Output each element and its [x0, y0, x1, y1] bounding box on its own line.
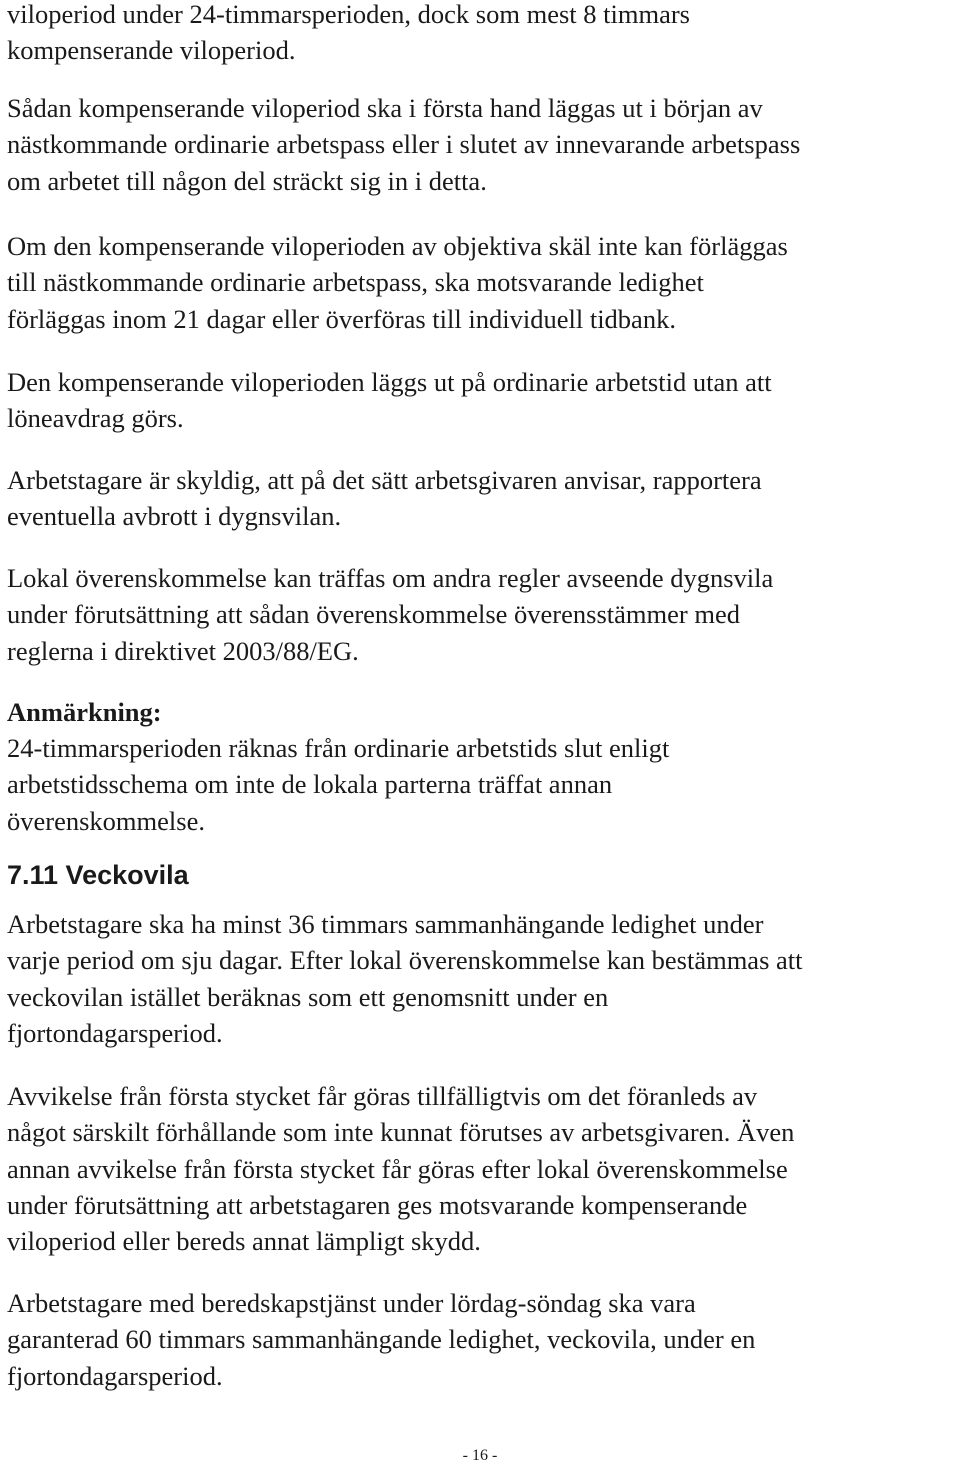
- paragraph-veckovila-minimum: Arbetstagare ska ha minst 36 timmars sammanhängande ledighet under varje period om sju dagar. Efter lokal överenskommelse kan bestämmas att veckovilan istället beräknas som ett genomsnitt under en fjortondagarsperiod.: [7, 909, 803, 1048]
- section-heading-veckovila: 7.11 Veckovila: [7, 860, 189, 890]
- paragraph-loneavdrag: Den kompenserande viloperioden läggs ut på ordinarie arbetstid utan att löneavdrag görs.: [7, 367, 772, 434]
- paragraph-rapportera-avbrott: Arbetstagare är skyldig, att på det sätt arbetsgivaren anvisar, rapportera eventuella avbrott i dygnsvilan.: [7, 465, 762, 532]
- paragraph-avvikelse: Avvikelse från första stycket får göras tillfälligtvis om det föranleds av något särskilt förhållande som inte kunnat förutses av arbetsgivaren. Även annan avvikelse från första stycket får göras efter lokal överenskommelse under förutsättning att arbetstagaren ges motsvarande kompenserande viloperiod eller bereds annat lämpligt skydd.: [7, 1081, 795, 1257]
- page-number: - 16 -: [462, 1447, 498, 1464]
- paragraph-lokal-overenskommelse: Lokal överenskommelse kan träffas om andra regler avseende dygnsvila under förutsättning att sådan överenskommelse överensstämmer med reglerna i direktivet 2003/88/EG.: [7, 563, 774, 666]
- paragraph-beredskapstjanst: Arbetstagare med beredskapstjänst under lördag-söndag ska vara garanterad 60 timmars sammanhängande ledighet, veckovila, under en fjortondagarsperiod.: [7, 1288, 756, 1391]
- note-label: Anmärkning:: [7, 697, 162, 727]
- paragraph-kompenserande-viloperiod-placement: Sådan kompenserande viloperiod ska i första hand läggas ut i början av nästkommande ordinarie arbetspass eller i slutet av innevarande arbetspass om arbetet till någon del sträckt sig in i detta.: [7, 93, 801, 196]
- note-text: 24-timmarsperioden räknas från ordinarie arbetstids slut enligt arbetstidsschema om inte de lokala parterna träffat annan överenskommelse.: [7, 733, 670, 836]
- paragraph-forlaggning-tidbank: Om den kompenserande viloperioden av objektiva skäl inte kan förläggas till nästkommande ordinarie arbetspass, ska motsvarande ledighet förläggas inom 21 dagar eller överföras till individuell tidbank.: [7, 231, 788, 334]
- paragraph-viloperiod-continuation: viloperiod under 24-timmarsperioden, dock som mest 8 timmars kompenserande viloperiod.: [7, 0, 690, 66]
